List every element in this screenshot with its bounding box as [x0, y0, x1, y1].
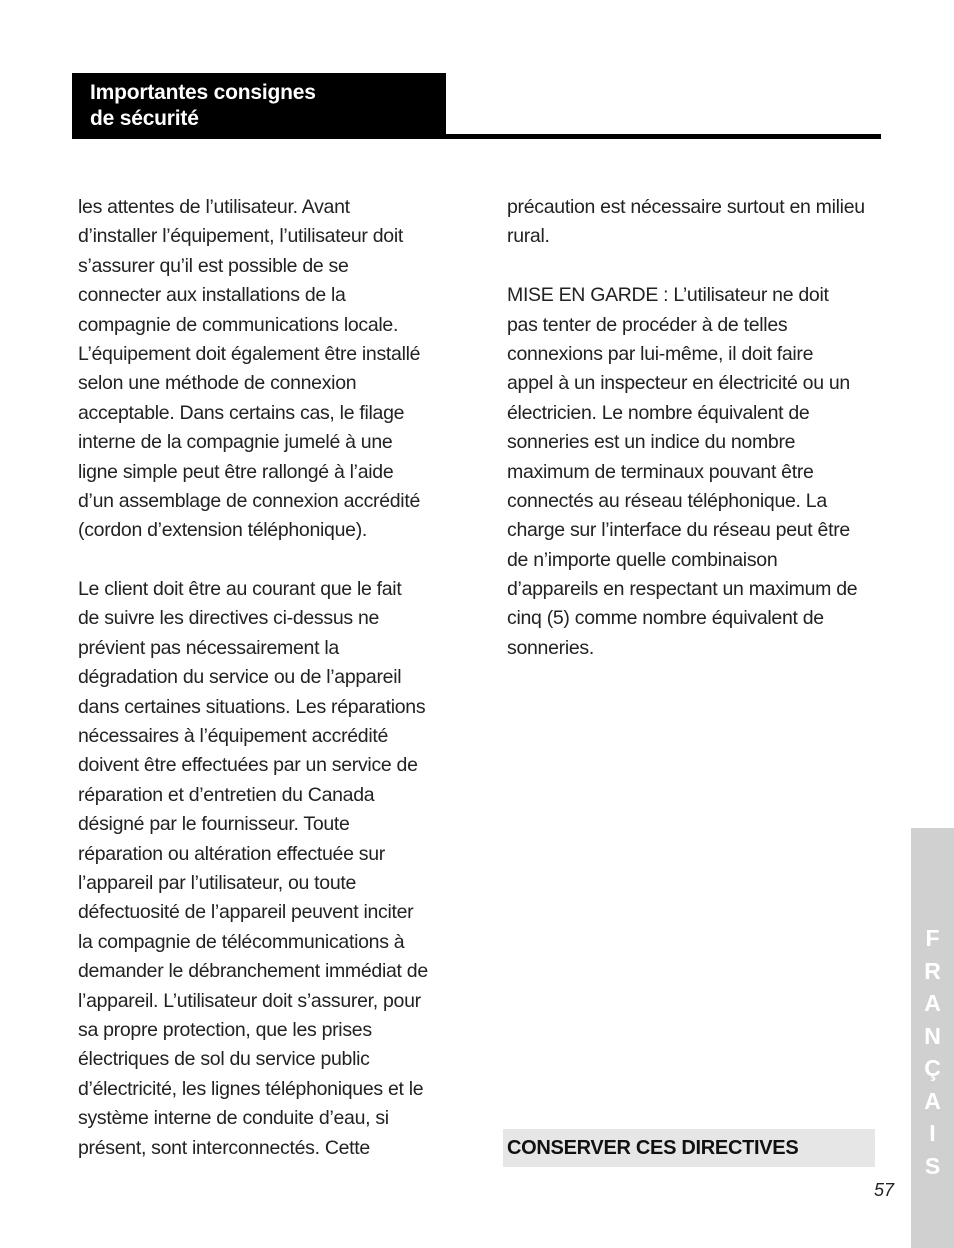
text-line: doivent être effectuées par un service de [78, 754, 418, 777]
text-line: Le client doit être au courant que le fait [78, 578, 402, 601]
text-line: demander le débranchement immédiat de [78, 960, 428, 983]
text-line: dégradation du service ou de l’appareil [78, 666, 402, 689]
text-line: électricien. Le nombre équivalent de [507, 401, 810, 424]
text-line: dans certaines situations. Les réparations [78, 695, 426, 718]
text-line: réparation et d’entretien du Canada [78, 783, 375, 806]
text-line: L’équipement doit également être installé [78, 342, 421, 365]
text-line: nécessaires à l’équipement accrédité [78, 725, 389, 748]
left-column [78, 193, 450, 1163]
text-line: appel à un inspecteur en électricité ou un [507, 372, 850, 395]
conserver-text: CONSERVER CES DIRECTIVES [507, 1137, 799, 1159]
language-tab-letter: S [924, 1152, 941, 1179]
text-line: présent, sont interconnectés. Cette [78, 1136, 370, 1159]
text-line: défectuosité de l’appareil peuvent inciter [78, 901, 414, 924]
text-line: cinq (5) comme nombre équivalent de [507, 607, 824, 630]
language-tab-letters [911, 922, 954, 1182]
text-line: désigné par le fournisseur. Toute [78, 813, 350, 836]
section-title [90, 80, 430, 132]
text-line: connectés au réseau téléphonique. La [507, 489, 827, 512]
text-line: compagnie de communications locale. [78, 313, 399, 336]
language-tab-letter: A [924, 990, 941, 1016]
text-line: de n’importe quelle combinaison [507, 548, 778, 571]
language-tab [911, 828, 954, 1248]
section-title-line: de sécurité [90, 107, 199, 130]
text-line: réparation ou altération effectuée sur [78, 842, 385, 865]
text-line: maximum de terminaux pouvant être [507, 460, 814, 483]
page-number: 57 [873, 1180, 894, 1200]
text-line: d’un assemblage de connexion accrédité [78, 489, 420, 512]
text-line: de suivre les directives ci-dessus ne [78, 607, 380, 630]
text-line: les attentes de l’utilisateur. Avant [78, 196, 350, 218]
right-column [507, 193, 881, 663]
section-title-line: Importantes consignes [90, 81, 316, 104]
header-rule [446, 134, 881, 139]
language-tab-letter: Ç [924, 1055, 941, 1081]
language-tab-letter: F [925, 925, 940, 951]
language-tab-letter: I [929, 1120, 936, 1146]
text-line: système interne de conduite d’eau, si [78, 1107, 389, 1130]
text-line: l’appareil. L’utilisateur doit s’assurer, pour [78, 989, 421, 1012]
text-line: interne de la compagnie jumelé à une [78, 431, 393, 454]
text-line: charge sur l’interface du réseau peut être [507, 519, 850, 542]
language-tab-letter: A [924, 1087, 941, 1114]
text-line: sonneries. [507, 636, 594, 659]
text-line: ligne simple peut être rallongé à l’aide [78, 460, 394, 483]
paragraph-gap [78, 546, 450, 575]
text-line: d’appareils en respectant un maximum de [507, 578, 858, 601]
text-line: prévient pas nécessairement la [78, 636, 339, 659]
text-line: électriques de sol du service public [78, 1048, 370, 1071]
text-line: selon une méthode de connexion [78, 372, 357, 395]
language-tab-letter: N [924, 1022, 941, 1049]
text-line: sonneries est un indice du nombre [507, 431, 796, 454]
text-line: connecter aux installations de la [78, 284, 346, 307]
text-line: d’installer l’équipement, l’utilisateur doit [78, 225, 403, 248]
conserver-banner [503, 1129, 875, 1167]
text-line: sa propre protection, que les prises [78, 1018, 372, 1041]
text-line: (cordon d’extension téléphonique). [78, 519, 368, 542]
text-line: la compagnie de télécommunications à [78, 930, 405, 953]
paragraph-gap [507, 252, 881, 281]
text-line: connexions par lui-même, il doit faire [507, 342, 814, 365]
text-line: précaution est nécessaire surtout en milieu [507, 196, 865, 218]
text-line: s’assurer qu’il est possible de se [78, 254, 349, 277]
text-line: pas tenter de procéder à de telles [507, 313, 788, 336]
text-line: rural. [507, 225, 550, 248]
text-line: acceptable. Dans certains cas, le filage [78, 401, 405, 424]
language-tab-letter: R [924, 957, 941, 984]
text-line: d’électricité, les lignes téléphoniques et le [78, 1077, 424, 1100]
text-line: l’appareil par l’utilisateur, ou toute [78, 871, 357, 894]
text-line: MISE EN GARDE : L’utilisateur ne doit [507, 284, 829, 307]
